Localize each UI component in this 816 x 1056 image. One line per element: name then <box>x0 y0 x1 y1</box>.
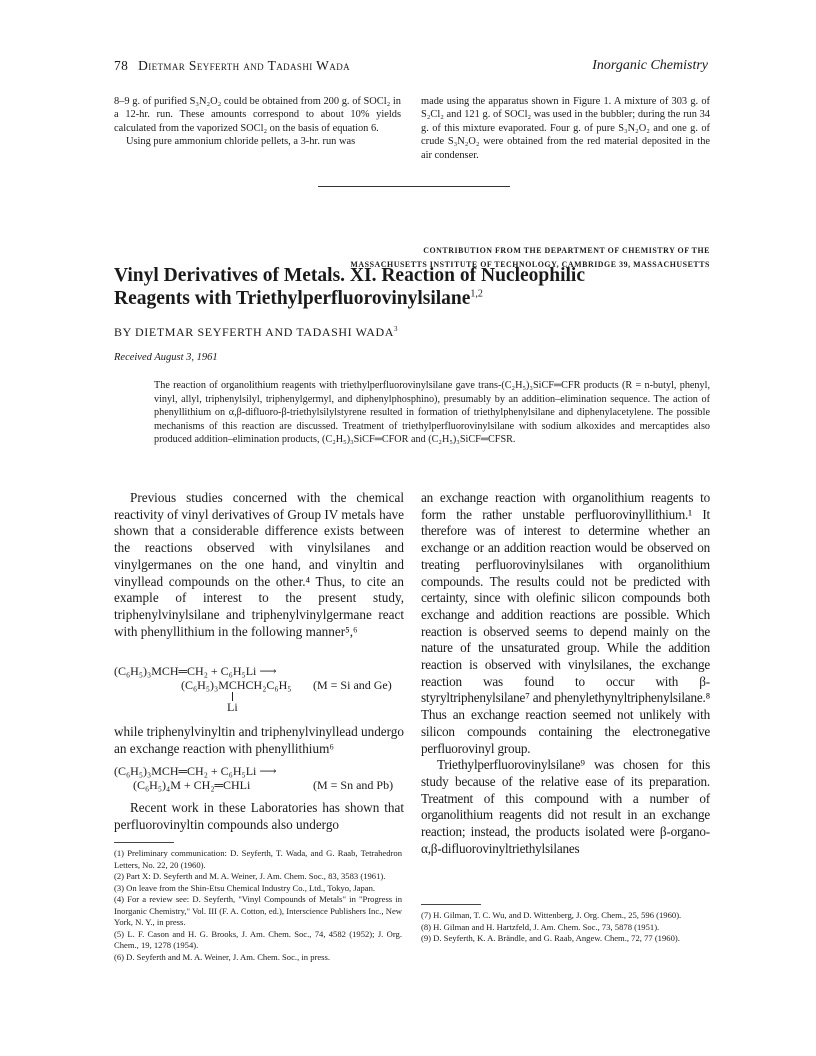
footnote: (9) D. Seyferth, K. A. Brändle, and G. Raab, Angew. Chem., 72, 77 (1960). <box>421 933 680 943</box>
footnote: (6) D. Seyferth and M. A. Weiner, J. Am. Chem. Soc., in press. <box>114 951 331 962</box>
footnotes-left <box>114 848 402 963</box>
body-paragraph: Triethylperfluorovinylsilane⁹ was chosen for this study because of the relative ease of its preparation. Treatment of this compound with a number of organolithium reagents did not result in an exchange reaction; instead, the products isolated were β-organo-α,β-difluorovinyltriethylsilanes <box>421 757 710 856</box>
body-paragraph: an exchange reaction with organolithium reagents to form the rather unstable perfluorovinyllithium.¹ It therefore was of interest to determine whether an exchange or an addition reaction would be observed on treating perfluorovinylsilanes with organolithium compounds. The results could not be predicted with certainty, since with olefinic silicon compounds both exchange and addition reactions are possible. Which reaction is observed seems to depend mainly on the nature of the unsaturated group. While the addition reaction is observed with vinylsilanes, the exchange reaction was found to occur with β-styryltriphenylsilane⁷ and phenylethynyltriphenylsilane.⁸ Thus an exchange reaction seemed not unlikely with silicon compounds containing the electronegative perfluorovinyl group. <box>421 490 710 756</box>
body-paragraph: while triphenylvinyltin and triphenylvinyllead undergo an exchange reaction with phenyllithium⁶ <box>114 724 404 756</box>
equation-1-condition: (M = Si and Ge) <box>313 678 392 692</box>
footnote: (5) L. F. Cason and H. G. Brooks, J. Am. Chem. Soc., 74, 4582 (1952); J. Org. Chem., 19, 1278 (1954). <box>114 928 402 950</box>
equation-2-reactants: (C₆H₅)₃MCH═CH₂ + C₆H₅Li ⟶ <box>114 764 277 778</box>
journal-name: Inorganic Chemistry <box>592 58 708 73</box>
title-line-1: Vinyl Derivatives of Metals. XI. Reaction of Nucleophilic <box>114 265 585 286</box>
footnote: (4) For a review see: D. Seyferth, "Vinyl Compounds of Metals" in "Progress in Inorganic Chemistry," Vol. III (F. A. Cotton, ed.), Interscience Publishers Inc., New York, N. Y., in press. <box>114 894 402 927</box>
footnote-rule-right <box>421 904 481 905</box>
abstract: The reaction of organolithium reagents with triethylperfluorovinylsilane gave trans-(C₂H₅)₃SiCF═CFR products (R = n-butyl, phenyl, vinyl, allyl, triphenylsilyl, triphenylgermyl, and diphenylphosphino), presumably by an addition–elimination sequence. The action of phenyllithium on α,β-difluoro-β-triethylsilylstyrene resulted in formation of triethylphenylsilane and diphenylacetylene. The possible mechanisms of this reaction are discussed. Treatment of triethylperfluorovinylsilane with sodium alkoxides and mercaptides also produced addition–elimination products, (C₂H₅)₃SiCF═CFOR and (C₂H₅)₃SiCF═CFSR. <box>154 380 710 446</box>
running-authors: Dietmar Seyferth and Tadashi Wada <box>138 58 351 73</box>
title-footnote-refs: 1,2 <box>470 288 483 300</box>
contribution-line-1: CONTRIBUTION FROM THE DEPARTMENT OF CHEMISTRY OF THE <box>423 246 710 255</box>
equation-1-lithium: Li <box>227 700 238 714</box>
footnote: (1) Preliminary communication: D. Seyferth, T. Wada, and G. Raab, Tetrahedron Letters, No. 22, 20 (1960). <box>114 848 402 870</box>
previous-article-left-column <box>114 95 401 149</box>
footnote: (2) Part X: D. Seyferth and M. A. Weiner, J. Am. Chem. Soc., 83, 3583 (1961). <box>114 871 386 881</box>
body-right-column <box>421 490 710 857</box>
page-number: 78 <box>114 58 129 73</box>
title-line-2-text: Reagents with Triethylperfluorovinylsilane <box>114 288 471 309</box>
equation-2-products: (C₆H₅)₄M + CH₂═CHLi <box>133 778 251 792</box>
body-paragraph: Previous studies concerned with the chemical reactivity of vinyl derivatives of Group IV metals have shown that a considerable difference exists between the reactions observed with vinylsilanes and vinylgermanes on the one hand, and vinyltin and vinyllead compounds on the other.⁴ Thus, to cite an example of interest to the present study, triphenylvinylsilane and triphenylvinylgermane react with phenyllithium in the following manner⁵,⁶ <box>114 490 404 639</box>
equation-1-reactants: (C₆H₅)₃MCH═CH₂ + C₆H₅Li ⟶ <box>114 664 277 678</box>
body-paragraph: Recent work in these Laboratories has shown that perfluorovinyltin compounds also undergo <box>114 800 404 832</box>
previous-article-right-column <box>421 95 710 162</box>
contribution-line-2: MASSACHUSETTS INSTITUTE OF TECHNOLOGY, CAMBRIDGE 39, MASSACHUSETTS <box>350 260 710 269</box>
byline-text: BY DIETMAR SEYFERTH AND TADASHI WADA <box>114 325 395 339</box>
byline <box>114 325 398 340</box>
footnote: (7) H. Gilman, T. C. Wu, and D. Wittenberg, J. Org. Chem., 25, 596 (1960). <box>421 910 682 920</box>
body-left-column-end <box>114 800 404 833</box>
article-separator-rule <box>318 186 510 187</box>
equation-1-product: (C₆H₅)₃MCHCH₂C₆H₅ <box>181 678 292 692</box>
running-header <box>114 58 350 74</box>
received-date: Received August 3, 1961 <box>114 352 218 363</box>
previous-article-paragraph: made using the apparatus shown in Figure 1. A mixture of 303 g. of S₂Cl₂ and 121 g. of SOCl₂ was used in the bubbler; during the run 34 g. of this mixture evaporated. Four g. of pure S₃N₂O₂ and one g. of crude S₃N₂O₂ were obtained from the red material deposited in the air condenser. <box>421 96 710 161</box>
byline-footnote-ref: 3 <box>394 325 399 333</box>
article-title <box>114 264 710 310</box>
footnotes-right <box>421 910 710 945</box>
body-left-column-continued <box>114 724 404 757</box>
footnote-rule-left <box>114 842 174 843</box>
footnote: (8) H. Gilman and H. Hartzfeld, J. Am. Chem. Soc., 73, 5878 (1951). <box>421 921 660 932</box>
equation-2-condition: (M = Sn and Pb) <box>313 778 394 792</box>
body-left-column <box>114 490 404 640</box>
previous-article-paragraph: Using pure ammonium chloride pellets, a 3-hr. run was <box>126 136 356 148</box>
title-line-2 <box>114 287 710 310</box>
footnote: (3) On leave from the Shin-Etsu Chemical Industry Co., Ltd., Tokyo, Japan. <box>114 882 376 893</box>
previous-article-paragraph: 8–9 g. of purified S₃N₂O₂ could be obtained from 200 g. of SOCl₂ in a 12-hr. run. These amounts correspond to about 10% yields calculated from the vaporized SOCl₂ on the basis of equation 6. <box>114 96 401 134</box>
